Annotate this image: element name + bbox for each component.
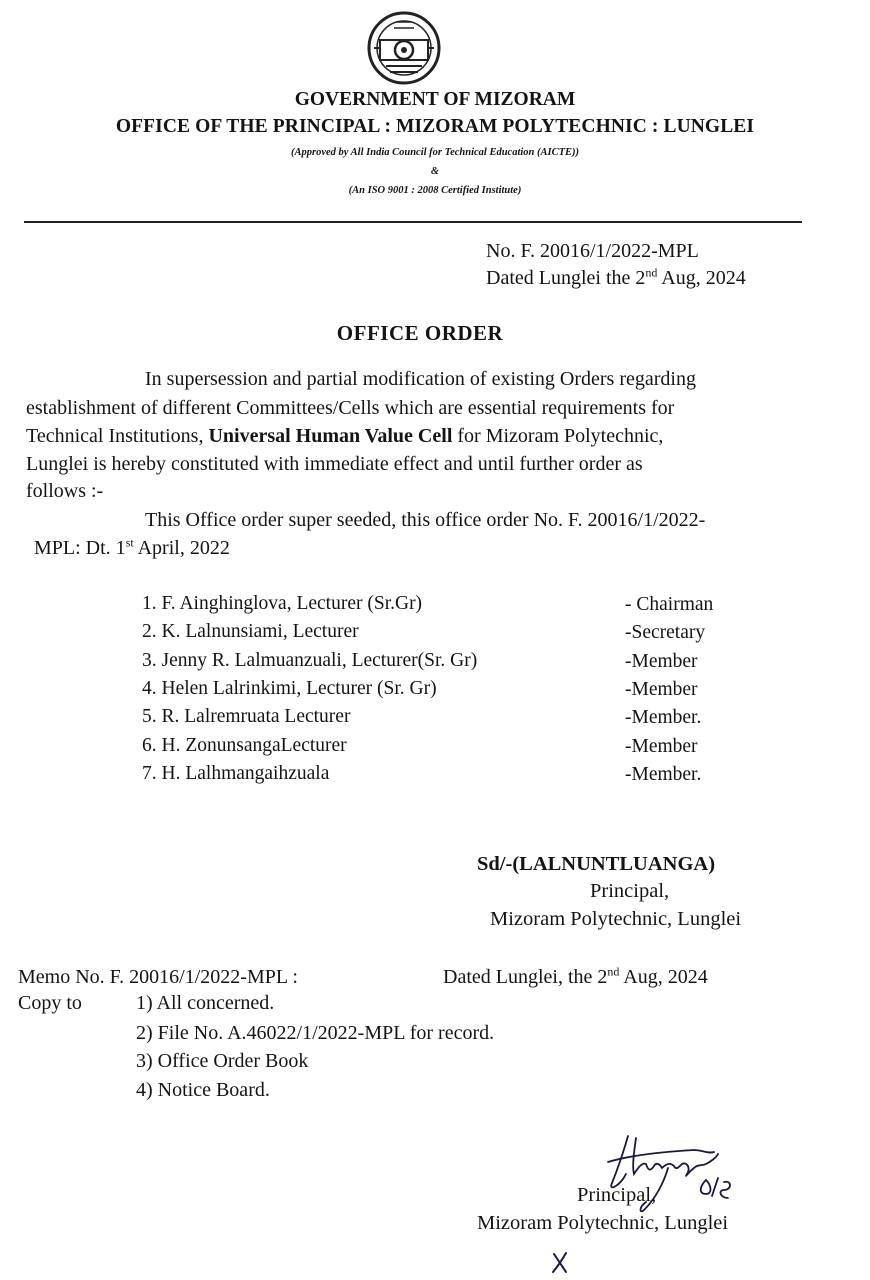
body-line-2 [26, 397, 834, 420]
member-name: 4. Helen Lalrinkimi, Lecturer (Sr. Gr) [142, 678, 437, 699]
body-line-1: In supersession and partial modification of existing Orders regarding [145, 368, 696, 390]
header-office: OFFICE OF THE PRINCIPAL : MIZORAM POLYTECHNIC : LUNGLEI [115, 116, 755, 137]
supersede-line-2 [34, 537, 230, 560]
final-designation: Principal, [577, 1184, 657, 1206]
member-role: -Member [625, 736, 698, 757]
memo-date-sup: nd [607, 964, 620, 979]
memo-date-suffix: Aug, 2024 [619, 966, 708, 988]
cell-name: Universal Human Value Cell [208, 425, 453, 447]
x-mark-icon [550, 1250, 570, 1274]
memo-date [443, 966, 708, 989]
supersede-sup: st [125, 535, 134, 550]
reference-number: No. F. 20016/1/2022-MPL [486, 240, 699, 262]
memo-date-prefix: Dated Lunglei, the 2 [443, 966, 608, 988]
member-name: 2. K. Lalnunsiami, Lecturer [142, 621, 359, 642]
institution-seal-icon [366, 10, 442, 86]
body-line-3 [26, 425, 663, 448]
member-role: - Chairman [625, 594, 714, 615]
body-line-2-text: establishment of different Committees/Cells which are essential requirements for [26, 397, 675, 419]
member-name: 5. R. Lalremruata Lecturer [142, 706, 351, 727]
member-name: 7. H. Lalhmangaihzuala [142, 763, 330, 784]
reference-date-suffix: Aug, 2024 [657, 267, 746, 289]
header-ampersand: & [430, 166, 440, 177]
signatory-institution: Mizoram Polytechnic, Lunglei [490, 908, 742, 930]
header-approval: (Approved by All India Council for Technical Education (AICTE)) [291, 147, 579, 158]
final-institution: Mizoram Polytechnic, Lunglei [477, 1212, 729, 1234]
copy-to-label: Copy to [18, 992, 82, 1014]
reference-date-prefix: Dated Lunglei the 2 [486, 267, 646, 289]
member-role: -Member [625, 679, 698, 700]
member-name: 1. F. Ainghinglova, Lecturer (Sr.Gr) [142, 593, 423, 614]
member-role: -Member. [625, 764, 702, 785]
copy-item: 1) All concerned. [136, 992, 275, 1014]
member-role: -Member [625, 651, 698, 672]
copy-item: 3) Office Order Book [136, 1050, 309, 1072]
reference-date-sup: nd [645, 265, 658, 280]
copy-item: 4) Notice Board. [136, 1079, 270, 1101]
body-line-3-a: Technical Institutions, [26, 425, 209, 447]
header-iso: (An ISO 9001 : 2008 Certified Institute) [348, 185, 522, 196]
signatory-name: Sd/-(LALNUNTLUANGA) [477, 853, 716, 875]
header-government: GOVERNMENT OF MIZORAM [294, 89, 576, 110]
supersede-line-1: This Office order super seeded, this office order No. F. 20016/1/2022- [145, 509, 706, 531]
signatory-designation: Principal, [590, 880, 670, 902]
member-name: 6. H. ZonunsangaLecturer [142, 735, 347, 756]
supersede-suffix: April, 2022 [133, 537, 230, 559]
memo-number: Memo No. F. 20016/1/2022-MPL : [18, 966, 298, 988]
body-line-5: follows :- [26, 480, 104, 502]
member-name: 3. Jenny R. Lalmuanzuali, Lecturer(Sr. Gr) [142, 650, 478, 671]
member-role: -Member. [625, 707, 702, 728]
member-role: -Secretary [625, 622, 706, 643]
header-divider [24, 221, 802, 223]
reference-date [486, 267, 746, 290]
body-line-3-b: for Mizoram Polytechnic, [452, 425, 664, 447]
body-line-4: Lunglei is hereby constituted with immediate effect and until further order as [26, 453, 643, 475]
copy-item: 2) File No. A.46022/1/2022-MPL for record. [136, 1022, 495, 1044]
supersede-prefix: MPL: Dt. 1 [34, 537, 126, 559]
page-title: OFFICE ORDER [336, 321, 504, 345]
